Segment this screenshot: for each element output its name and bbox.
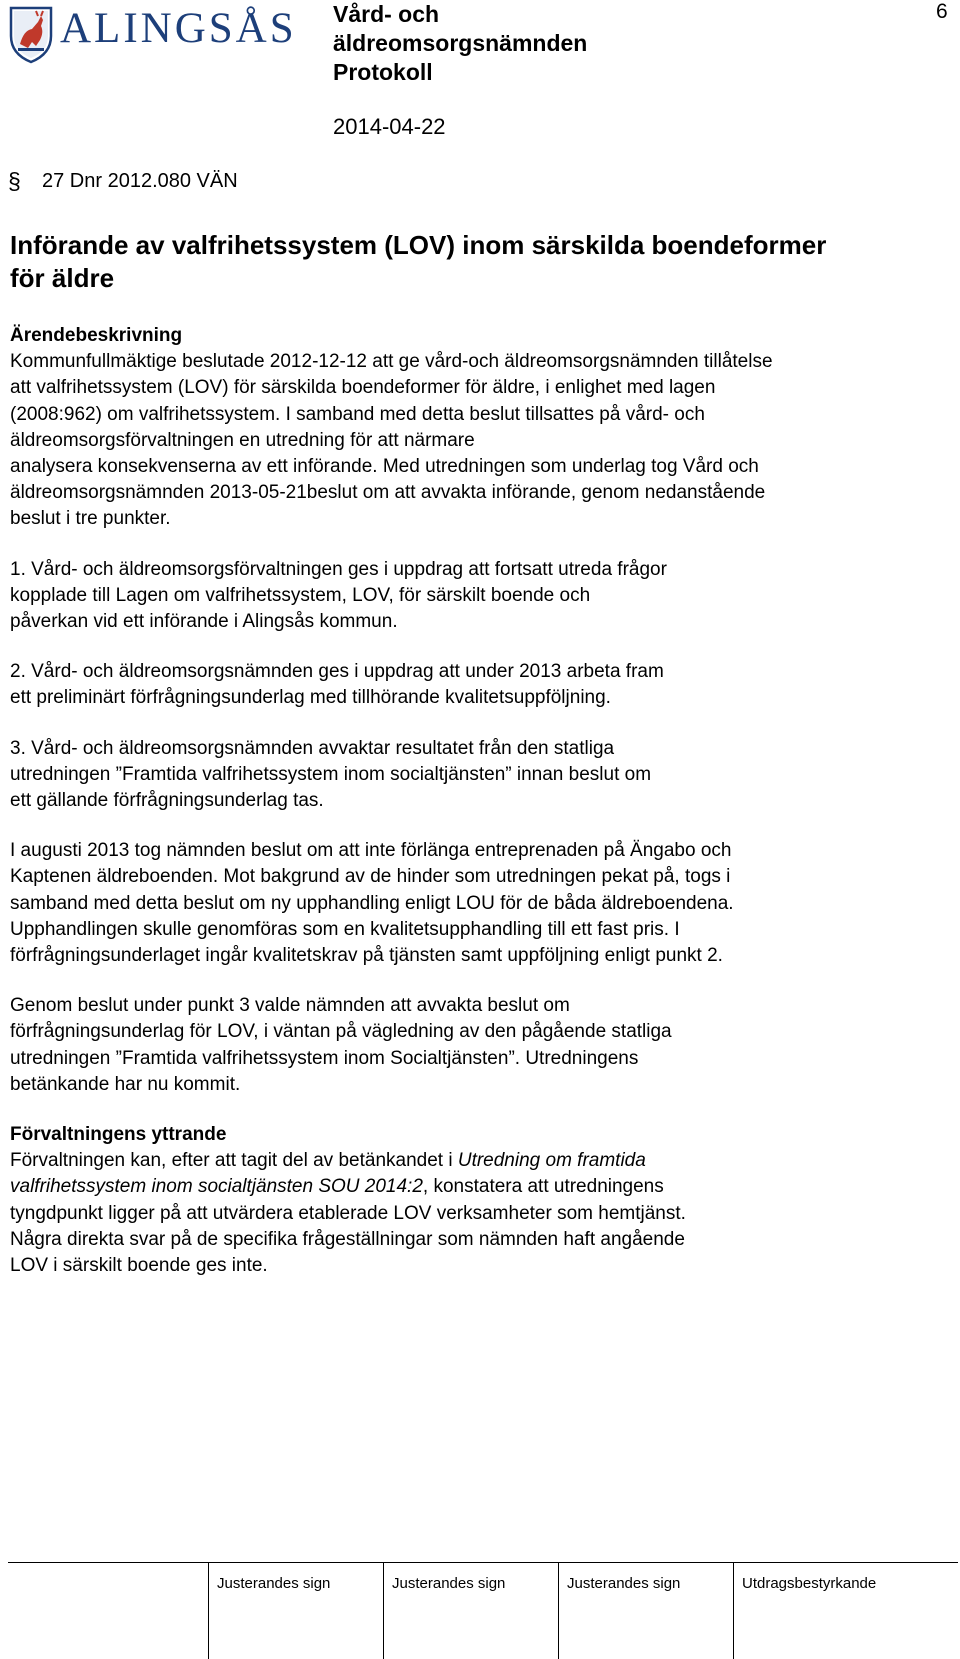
section-heading-description: Ärendebeskrivning <box>10 325 183 346</box>
section-symbol: § <box>8 168 21 194</box>
decision-point-2 <box>10 659 940 711</box>
report-title-italic: Utredning om framtida <box>457 1150 646 1172</box>
procurement-paragraph <box>10 838 940 969</box>
signature-footer <box>8 1563 958 1659</box>
waiting-paragraph <box>10 993 940 1098</box>
page-number: 6 <box>936 0 948 23</box>
text-line: ett gällande förfrågningsunderlag tas. <box>10 790 324 812</box>
text-line: utredningen ”Framtida valfrihetssystem inom Socialtjänsten”. Utredningens <box>10 1047 639 1069</box>
text-line: samband med detta beslut om ny upphandling enligt LOU för de båda äldreboendena. <box>10 892 734 914</box>
signature-label: Justerandes sign <box>392 1575 506 1592</box>
text-line: ett preliminärt förfrågningsunderlag med tillhörande kvalitetsuppföljning. <box>10 687 611 709</box>
text-line: Några direkta svar på de specifika frågeställningar som nämnden haft angående <box>10 1228 685 1250</box>
signature-box-3 <box>558 1563 733 1659</box>
text-line: förfrågningsunderlag för LOV, i väntan på vägledning av den pågående statliga <box>10 1021 672 1043</box>
text-line: påverkan vid ett införande i Alingsås kommun. <box>10 611 398 633</box>
signature-label: Justerandes sign <box>567 1575 681 1592</box>
document-title-line: Införande av valfrihetssystem (LOV) inom särskilda boendeformer <box>10 230 827 260</box>
committee-name-line2: äldreomsorgsnämnden <box>333 30 588 56</box>
document-title <box>10 229 940 295</box>
text-segment: Förvaltningen kan, efter att tagit del av betänkandet i <box>10 1150 458 1172</box>
text-line: att valfrihetssystem (LOV) för särskilda boendeformer för äldre, i enlighet med lagen <box>10 377 716 399</box>
decision-point-3 <box>10 736 940 815</box>
meeting-date: 2014-04-22 <box>333 114 446 139</box>
text-line: Upphandlingen skulle genomföras som en kvalitetsupphandling till ett fast pris. I <box>10 918 680 940</box>
text-line: 2. Vård- och äldreomsorgsnämnden ges i uppdrag att under 2013 arbeta fram <box>10 661 664 683</box>
item-reference: 27 Dnr 2012.080 VÄN <box>42 170 238 192</box>
text-line: 1. Vård- och äldreomsorgsförvaltningen ges i uppdrag att fortsatt utreda frågor <box>10 558 667 580</box>
document-type: Protokoll <box>333 59 433 85</box>
text-line: äldreomsorgsförvaltningen en utredning för att närmare <box>10 429 475 451</box>
text-line <box>10 1148 940 1174</box>
text-line: I augusti 2013 tog nämnden beslut om att inte förlänga entreprenaden på Ängabo och <box>10 840 732 862</box>
description-paragraph <box>10 349 940 532</box>
text-line: Genom beslut under punkt 3 valde nämnden att avvakta beslut om <box>10 995 570 1017</box>
text-line: beslut i tre punkter. <box>10 508 171 530</box>
text-line: äldreomsorgsnämnden 2013-05-21beslut om att avvakta införande, genom nedanstående <box>10 482 766 504</box>
committee-name-line1: Vård- och <box>333 1 440 27</box>
signature-box-1 <box>208 1563 383 1659</box>
document-body <box>10 323 940 1279</box>
text-line: analysera konsekvenserna av ett införande. Med utredningen som underlag tog Vård och <box>10 456 759 478</box>
municipality-logo <box>8 2 298 68</box>
text-line: betänkande har nu kommit. <box>10 1073 241 1095</box>
extract-certification-label: Utdragsbestyrkande <box>742 1575 877 1592</box>
text-line: LOV i särskilt boende ges inte. <box>10 1255 268 1277</box>
text-line: förfrågningsunderlaget ingår kvalitetskrav på tjänsten samt uppföljning enligt punkt 2. <box>10 945 723 967</box>
report-title-italic: valfrihetssystem inom socialtjänsten SOU 2014:2 <box>10 1176 423 1198</box>
text-segment: , konstatera att utredningens <box>422 1176 664 1198</box>
text-line: (2008:962) om valfrihetssystem. I samband med detta beslut tillsattes på vård- och <box>10 403 705 425</box>
text-line: kopplade till Lagen om valfrihetssystem, LOV, för särskilt boende och <box>10 584 591 606</box>
text-line: Kaptenen äldreboenden. Mot bakgrund av de hinder som utredningen pekat på, togs i <box>10 866 731 888</box>
decision-point-1 <box>10 557 940 636</box>
extract-certification-box <box>733 1563 958 1659</box>
alingsas-coat-of-arms-icon <box>8 2 54 64</box>
document-title-line: för äldre <box>10 263 115 293</box>
text-line: tyngdpunkt ligger på att utvärdera etablerade LOV verksamheter som hemtjänst. <box>10 1202 686 1224</box>
text-line: utredningen ”Framtida valfrihetssystem inom socialtjänsten” innan beslut om <box>10 763 652 785</box>
text-line <box>10 1174 940 1200</box>
statement-paragraph <box>10 1148 940 1279</box>
text-line: Kommunfullmäktige beslutade 2012-12-12 att ge vård-och äldreomsorgsnämnden tillåtelse <box>10 351 773 373</box>
signature-box-2 <box>383 1563 558 1659</box>
section-heading-statement: Förvaltningens yttrande <box>10 1124 227 1146</box>
signature-label: Justerandes sign <box>217 1575 331 1592</box>
text-line: 3. Vård- och äldreomsorgsnämnden avvaktar resultatet från den statliga <box>10 737 615 759</box>
committee-header <box>333 0 633 87</box>
logo-wordmark: ALINGSÅS <box>60 5 297 52</box>
